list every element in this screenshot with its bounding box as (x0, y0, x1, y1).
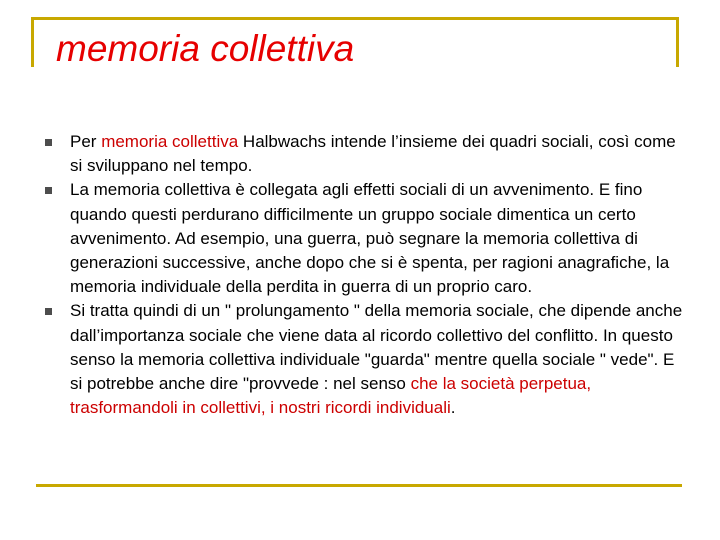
bullet-text: La memoria collettiva è collegata agli effetti sociali di un avvenimento. E fino quando questi perdurano difficilmente un gruppo sociale dimentica un certo avvenimento. Ad esempio, una guerra, può segnare la memoria collettiva di generazioni successive, anche dopo che si è spenta, per ragioni anagrafiche, la memoria individuale della perdita in guerra di un proprio caro. (70, 180, 670, 297)
bullet-item (40, 178, 690, 299)
bullet-text: . (450, 398, 456, 418)
slide-title: memoria collettiva (56, 28, 355, 69)
highlighted-text: memoria collettiva (101, 132, 239, 151)
highlighted-text: che la società perpetua, trasformandoli in collettivi, i nostri ricordi individuali (70, 374, 592, 418)
bullet-text: Per (70, 132, 102, 151)
bullet-text: Halbwachs intende l’insieme dei quadri sociali, così come si sviluppano nel tempo. (70, 132, 676, 176)
bullet-text: Si tratta quindi di un " prolungamento " della memoria sociale, che dipende anche dall’importanza sociale che viene data al ricordo collettivo del conflitto. In questo senso la memoria collettiva individuale "guarda" mentre quella sociale " vede". E si potrebbe anche dire "provvede : nel senso (70, 301, 683, 394)
frame-right-rule (676, 17, 679, 67)
bullet-item (40, 299, 690, 420)
frame-bottom-rule (36, 484, 682, 487)
frame-top-rule (31, 17, 679, 20)
square-bullet-icon (45, 308, 52, 315)
square-bullet-icon (45, 187, 52, 194)
bullet-item (40, 130, 690, 178)
square-bullet-icon (45, 139, 52, 146)
frame-left-rule (31, 17, 34, 67)
bullet-list (40, 130, 690, 420)
